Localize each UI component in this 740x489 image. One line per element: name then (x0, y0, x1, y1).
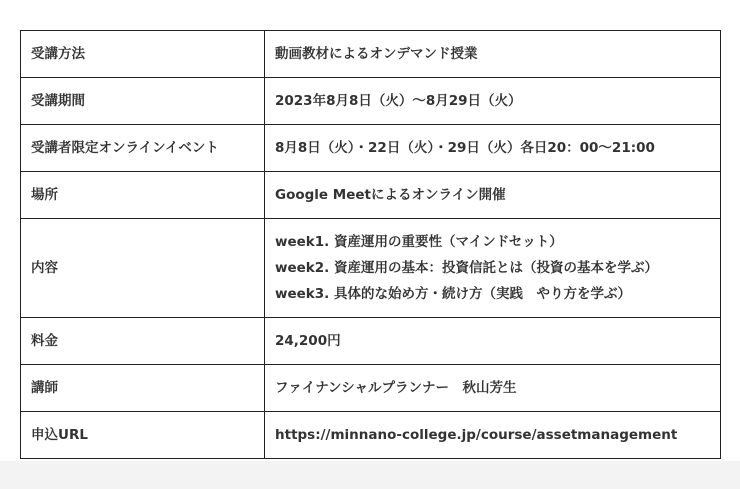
label-cell: 料金 (21, 318, 265, 365)
value-cell: 24,200円 (265, 318, 721, 365)
table-row-instructor (21, 365, 721, 412)
label-cell: 内容 (21, 219, 265, 318)
label-cell: 受講方法 (21, 31, 265, 78)
label-cell: 受講者限定オンラインイベント (21, 125, 265, 172)
content-line-week1: week1. 資産運用の重要性（マインドセット） (275, 234, 563, 250)
label-cell: 受講期間 (21, 78, 265, 125)
value-cell: 2023年8月8日（火）〜8月29日（火） (265, 78, 721, 125)
table-row-period (21, 78, 721, 125)
course-info-table (20, 30, 721, 459)
label-cell: 申込URL (21, 412, 265, 459)
table-row-url (21, 412, 721, 459)
value-cell: 8月8日（火）・22日（火）・29日（火）各日20：00〜21:00 (265, 125, 721, 172)
value-cell: ファイナンシャルプランナー 秋山芳生 (265, 365, 721, 412)
table-row-online-event (21, 125, 721, 172)
table-row-method (21, 31, 721, 78)
value-cell: Google Meetによるオンライン開催 (265, 172, 721, 219)
value-cell (265, 219, 721, 318)
label-cell: 講師 (21, 365, 265, 412)
table-row-location (21, 172, 721, 219)
value-cell: 動画教材によるオンデマンド授業 (265, 31, 721, 78)
label-cell: 場所 (21, 172, 265, 219)
table-row-fee (21, 318, 721, 365)
table-row-content (21, 219, 721, 318)
content-line-week3: week3. 具体的な始め方・続け方（実践 やり方を学ぶ） (275, 286, 631, 302)
content-line-week2: week2. 資産運用の基本：投資信託とは（投資の基本を学ぶ） (275, 260, 658, 276)
value-cell: https://minnano-college.jp/course/assetmanagement (265, 412, 721, 459)
